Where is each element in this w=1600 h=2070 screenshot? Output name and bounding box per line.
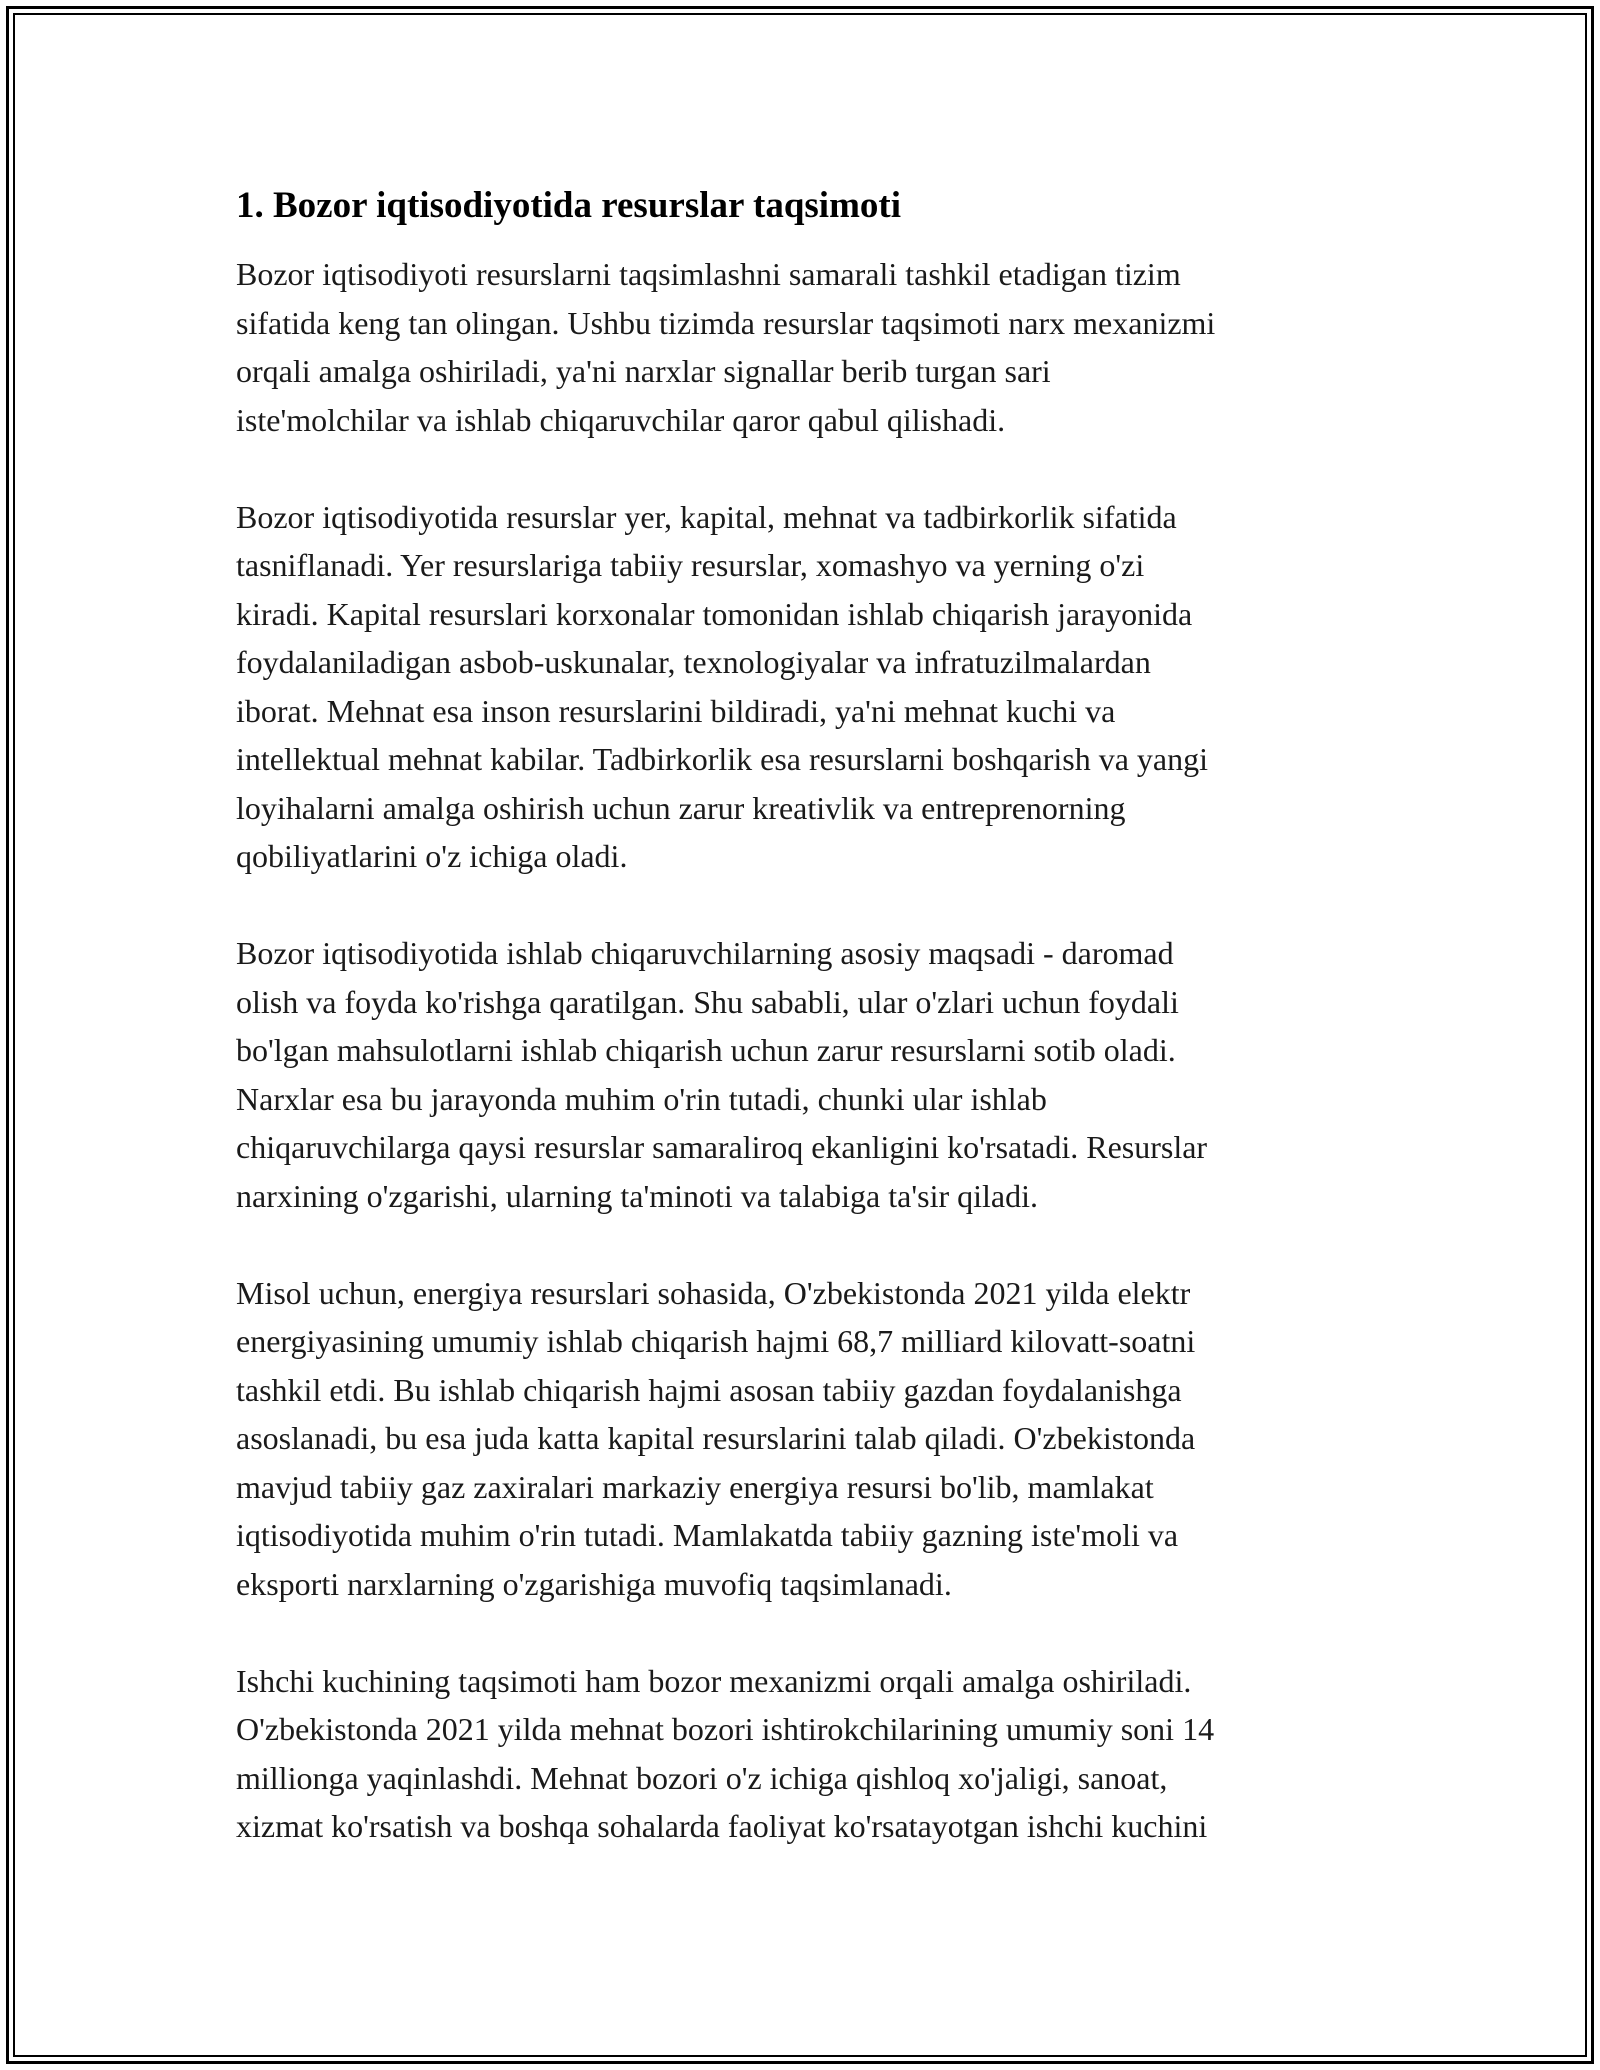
paragraph-4 xyxy=(236,1269,1376,1609)
paragraph-line: orqali amalga oshiriladi, ya'ni narxlar signallar berib turgan sari xyxy=(236,353,1051,389)
document-page xyxy=(236,182,1376,1899)
paragraph-line: sifatida keng tan olingan. Ushbu tizimda resurslar taqsimoti narx mexanizmi xyxy=(236,304,1216,341)
paragraph-line: iborat. Mehnat esa inson resurslarini bildiradi, ya'ni mehnat kuchi va xyxy=(236,692,1116,729)
paragraph-line: Ishchi kuchining taqsimoti ham bozor mexanizmi orqali amalga oshiriladi. xyxy=(236,1662,1192,1699)
paragraph-line: Bozor iqtisodiyotida ishlab chiqaruvchilarning asosiy maqsadi - daromad xyxy=(236,935,1174,971)
paragraph-line: qobiliyatlarini o'z ichiga oladi. xyxy=(236,838,628,874)
paragraph-2 xyxy=(236,493,1376,881)
section-heading: 1. Bozor iqtisodiyotida resurslar taqsimoti xyxy=(236,185,902,226)
paragraph-1 xyxy=(236,250,1376,444)
paragraph-line: iqtisodiyotida muhim o'rin tutadi. Mamlakatda tabiiy gazning iste'moli va xyxy=(236,1517,1179,1553)
paragraph-line: Misol uchun, energiya resurslari sohasida, O'zbekistonda 2021 yilda elektr xyxy=(236,1274,1191,1311)
paragraph-line: olish va foyda ko'rishga qaratilgan. Shu sababli, ular o'zlari uchun foydali xyxy=(236,983,1179,1020)
paragraph-line: Narxlar esa bu jarayonda muhim o'rin tutadi, chunki ular ishlab xyxy=(236,1080,1047,1117)
paragraph-line: tasniflanadi. Yer resurslariga tabiiy resurslar, xomashyo va yerning o'zi xyxy=(236,547,1145,583)
paragraph-line: intellektual mehnat kabilar. Tadbirkorlik esa resurslarni boshqarish va yangi xyxy=(236,741,1209,777)
paragraph-line: Bozor iqtisodiyotida resurslar yer, kapital, mehnat va tadbirkorlik sifatida xyxy=(236,498,1177,535)
paragraph-line: millionga yaqinlashdi. Mehnat bozori o'z ichiga qishloq xo'jaligi, sanoat, xyxy=(236,1759,1168,1796)
paragraph-line: foydalaniladigan asbob-uskunalar, texnologiyalar va infratuzilmalardan xyxy=(236,644,1151,680)
paragraph-line: energiyasining umumiy ishlab chiqarish hajmi 68,7 milliard kilovatt-soatni xyxy=(236,1323,1196,1359)
paragraph-line: loyihalarni amalga oshirish uchun zarur kreativlik va entreprenorning xyxy=(236,789,1126,826)
paragraph-line: iste'molchilar va ishlab chiqaruvchilar qaror qabul qilishadi. xyxy=(236,401,1006,438)
paragraph-line: asoslanadi, bu esa juda katta kapital resurslarini talab qiladi. O'zbekistonda xyxy=(236,1420,1196,1456)
paragraph-line: Bozor iqtisodiyoti resurslarni taqsimlashni samarali tashkil etadigan tizim xyxy=(236,256,1181,292)
paragraph-line: eksporti narxlarning o'zgarishiga muvofiq taqsimlanadi. xyxy=(236,1565,952,1602)
paragraph-line: xizmat ko'rsatish va boshqa sohalarda faoliyat ko'rsatayotgan ishchi kuchini xyxy=(236,1808,1208,1844)
paragraph-line: chiqaruvchilarga qaysi resurslar samaraliroq ekanligini ko'rsatadi. Resurslar xyxy=(236,1129,1208,1165)
paragraph-line: tashkil etdi. Bu ishlab chiqarish hajmi asosan tabiiy gazdan foydalanishga xyxy=(236,1371,1182,1408)
paragraph-line: kiradi. Kapital resurslari korxonalar tomonidan ishlab chiqarish jarayonida xyxy=(236,595,1193,632)
paragraph-line: O'zbekistonda 2021 yilda mehnat bozori ishtirokchilarining umumiy soni 14 xyxy=(236,1711,1215,1747)
paragraph-line: mavjud tabiiy gaz zaxiralari markaziy energiya resursi bo'lib, mamlakat xyxy=(236,1468,1154,1505)
paragraph-line: narxining o'zgarishi, ularning ta'minoti va talabiga ta'sir qiladi. xyxy=(236,1177,1038,1214)
paragraph-3 xyxy=(236,929,1376,1220)
paragraph-line: bo'lgan mahsulotlarni ishlab chiqarish uchun zarur resurslarni sotib oladi. xyxy=(236,1032,1176,1068)
paragraph-5 xyxy=(236,1657,1376,1851)
